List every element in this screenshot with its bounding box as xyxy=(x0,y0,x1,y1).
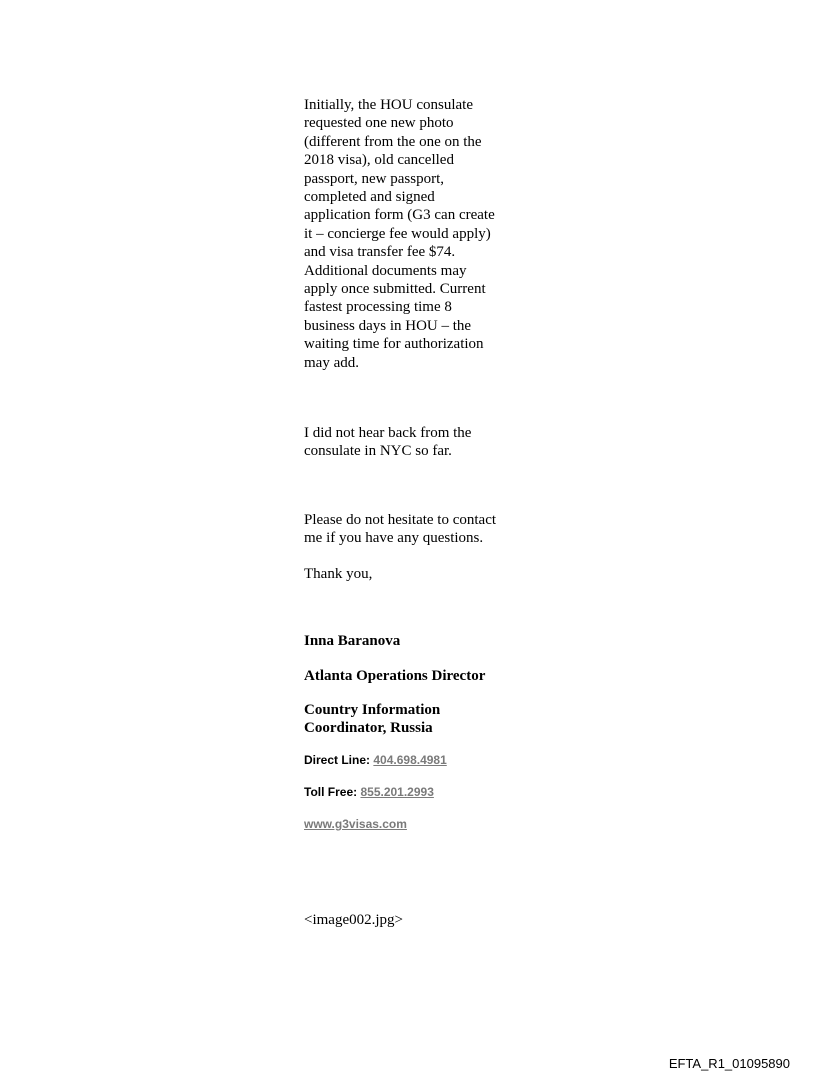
body-line: Additional documents may xyxy=(304,262,467,279)
closing xyxy=(304,565,534,583)
signature-title-block xyxy=(304,667,534,685)
direct-line-phone-link[interactable]: 404.698.4981 xyxy=(373,753,447,767)
signature-role-line: Country Information xyxy=(304,702,441,718)
body-line: I did not hear back from the xyxy=(304,425,472,441)
paragraph-nyc-consulate xyxy=(304,424,534,461)
body-line: and visa transfer fee $74. xyxy=(304,244,456,261)
body-line: Initially, the HOU consulate xyxy=(304,97,473,113)
signature-name-block xyxy=(304,632,534,650)
body-line: application form (G3 can create xyxy=(304,207,495,224)
website-row xyxy=(304,817,534,832)
body-line: me if you have any questions. xyxy=(304,530,484,547)
website-link[interactable]: www.g3visas.com xyxy=(304,817,407,831)
body-line: Please do not hesitate to contact xyxy=(304,512,497,528)
body-line: it – concierge fee would apply) xyxy=(304,225,491,242)
body-line: requested one new photo xyxy=(304,115,454,132)
closing-text: Thank you, xyxy=(304,566,373,582)
toll-free-phone-link[interactable]: 855.201.2993 xyxy=(360,785,434,799)
signature-role-line: Coordinator, Russia xyxy=(304,720,433,737)
direct-line-label: Direct Line: xyxy=(304,753,371,767)
body-line: may add. xyxy=(304,354,359,371)
attachment-placeholder: <image002.jpg> xyxy=(304,912,403,928)
body-line: (different from the one on the xyxy=(304,133,482,150)
attachment-placeholder-block xyxy=(304,911,534,929)
body-line: waiting time for authorization xyxy=(304,336,484,353)
direct-line-row xyxy=(304,753,534,768)
body-line: passport, new passport, xyxy=(304,170,444,187)
body-line: apply once submitted. Current xyxy=(304,281,486,298)
toll-free-row xyxy=(304,785,534,800)
toll-free-label: Toll Free: xyxy=(304,785,358,799)
body-line: fastest processing time 8 xyxy=(304,299,452,316)
signature-title: Atlanta Operations Director xyxy=(304,668,486,684)
signature-name: Inna Baranova xyxy=(304,633,401,649)
body-line: completed and signed xyxy=(304,189,435,206)
body-line: 2018 visa), old cancelled xyxy=(304,152,454,169)
paragraph-contact-offer xyxy=(304,511,534,548)
document-id: EFTA_R1_01095890 xyxy=(668,1056,790,1071)
paragraph-consulate-requirements xyxy=(304,96,534,372)
body-line: business days in HOU – the xyxy=(304,317,472,334)
body-line: consulate in NYC so far. xyxy=(304,443,452,460)
signature-role-block xyxy=(304,701,534,738)
